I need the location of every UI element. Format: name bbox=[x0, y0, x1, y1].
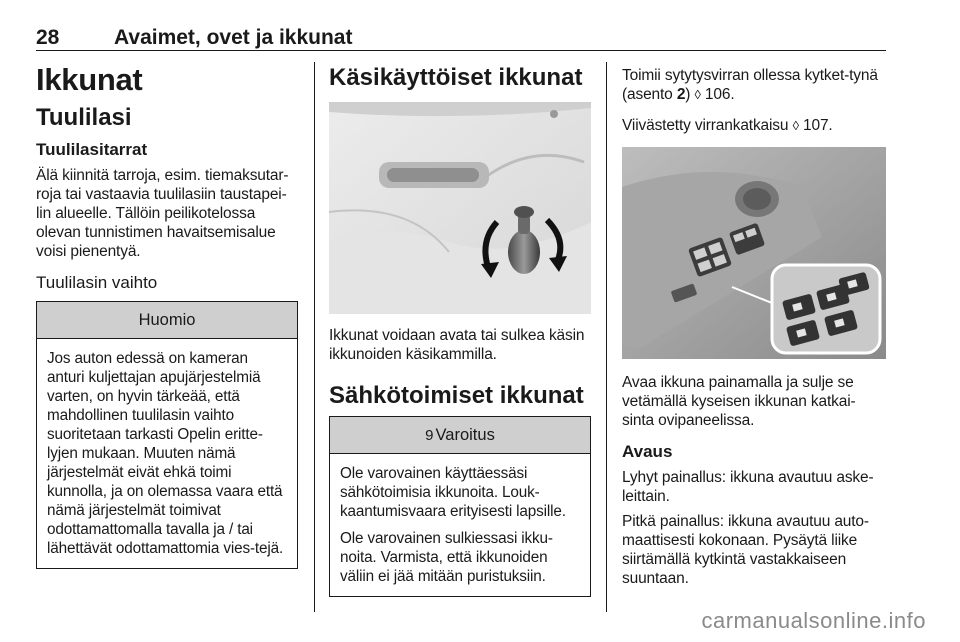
column-divider-2 bbox=[606, 62, 607, 612]
page-ref-icon: ◊ bbox=[792, 118, 799, 133]
ignition-text-after: ) bbox=[685, 86, 695, 103]
warning-text-1: Ole varovainen käyttäessäsi sähkötoimisia ikkunoita. Louk-kaantumisvaara erityisesti lapsille. bbox=[340, 465, 566, 520]
notice-box bbox=[36, 301, 298, 569]
ignition-position: 2 bbox=[676, 86, 686, 103]
ignition-text: Toimii sytytysvirran ollessa kytket-tynä (asento bbox=[622, 67, 878, 103]
column-3 bbox=[622, 58, 886, 600]
open-heading: Avaus bbox=[622, 442, 673, 461]
warning-title: Varoitus bbox=[435, 426, 495, 444]
warning-text-2: Ole varovainen sulkiessasi ikku-noita. Varmista, että ikkunoiden väliin ei jää mitään puristuksiin. bbox=[340, 530, 553, 585]
window-crank-illustration bbox=[329, 102, 591, 314]
page-ref-107: 107. bbox=[798, 117, 833, 134]
long-press-paragraph: Pitkä painallus: ikkuna avautuu auto-maattisesti kokonaan. Pysäytä liike siirtämällä kytkintä vastakkaiseen suuntaan. bbox=[622, 513, 869, 587]
short-press-paragraph: Lyhyt painallus: ikkuna avautuu aske-leittain. bbox=[622, 469, 874, 505]
window-switch-panel-illustration bbox=[622, 147, 886, 359]
page-header bbox=[36, 26, 886, 51]
page-number: 28 bbox=[36, 26, 60, 49]
topic-heading: Tuulilasitarrat bbox=[36, 140, 148, 159]
chapter-title: Avaimet, ovet ja ikkunat bbox=[114, 26, 353, 49]
notice-title: Huomio bbox=[37, 302, 297, 339]
topic-heading-replace: Tuulilasin vaihto bbox=[36, 273, 158, 292]
manual-windows-title: Käsikäyttöiset ikkunat bbox=[329, 64, 583, 91]
delayed-power-paragraph bbox=[622, 116, 886, 135]
section-title: Ikkunat bbox=[36, 62, 143, 97]
page-ref-icon: ◊ bbox=[694, 87, 701, 102]
warning-box bbox=[329, 416, 591, 597]
ignition-paragraph bbox=[622, 66, 886, 104]
page-ref-106: 106. bbox=[700, 86, 735, 103]
delayed-power-text: Viivästetty virrankatkaisu bbox=[622, 117, 789, 134]
column-divider-1 bbox=[314, 62, 315, 612]
subsection-title: Tuulilasi bbox=[36, 104, 132, 131]
warning-header bbox=[330, 417, 590, 454]
notice-text: Jos auton edessä on kameran anturi kuljettajan apujärjestelmiä varten, on hyvin tärkeää, että mahdollinen tuulilasin vaihto suoritetaan tarkasti Opelin eritte-lyjen mukaan. Muuten nämä järjestelmät eivät ehkä toimi kunnolla, ja on olemassa vaara että nämä järjestelmät toimivat odottamattomalla tavalla ja / tai lähettävät odottamattomia vies-tejä. bbox=[47, 350, 284, 557]
column-2 bbox=[329, 58, 591, 597]
watermark: carmanualsonline.info bbox=[701, 608, 926, 633]
paragraph: Älä kiinnitä tarroja, esim. tiemaksutar-roja tai vastaavia tuulilasiin taustapei-lin alueelle. Tällöin peilikotelossa olevan tunnistimen havaitsemisalue voisi pienentyä. bbox=[36, 167, 289, 260]
manual-windows-caption: Ikkunat voidaan avata tai sulkea käsin ikkunoiden käsikammilla. bbox=[329, 327, 585, 363]
warning-icon: 9 bbox=[425, 427, 434, 444]
operation-paragraph: Avaa ikkuna painamalla ja sulje se vetämällä kyseisen ikkunan katkai-sinta ovipaneelissa. bbox=[622, 374, 856, 429]
power-windows-title: Sähkötoimiset ikkunat bbox=[329, 382, 584, 409]
column-1 bbox=[36, 58, 298, 569]
